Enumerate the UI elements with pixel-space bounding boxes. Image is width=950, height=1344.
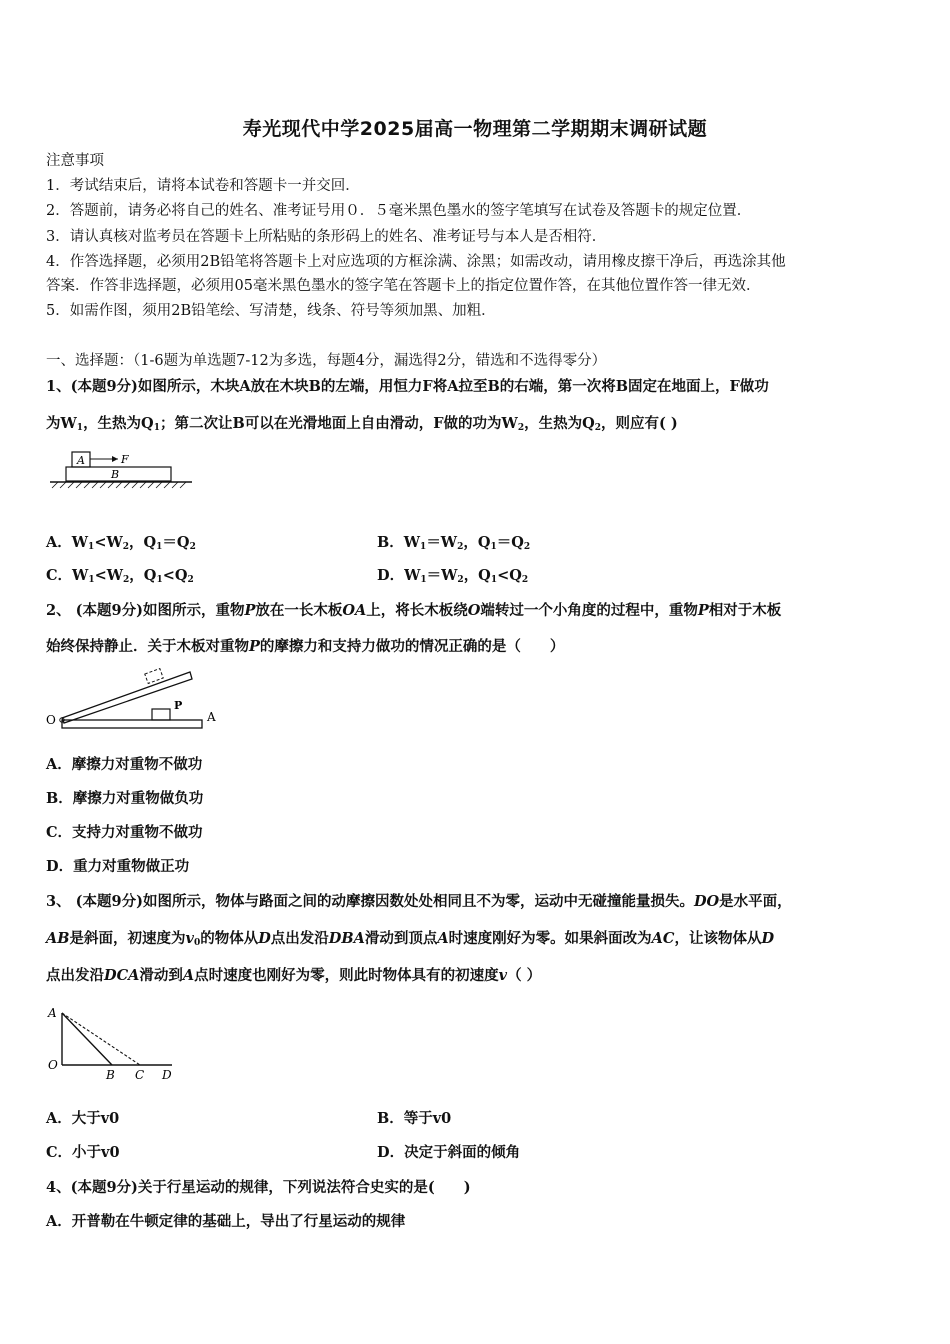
option-text: B．W [377, 534, 421, 551]
q3-label-o: O [48, 1058, 58, 1072]
q1-stem-line2 [46, 414, 678, 438]
q3-var: A [437, 930, 449, 947]
subscript: 2 [187, 575, 194, 585]
subscript: 2 [517, 423, 525, 433]
q1-option-c[interactable] [46, 566, 194, 590]
q3-text: （ ） [507, 967, 542, 984]
q3-text: 是斜面，初速度为 [69, 930, 186, 947]
q3-text: 是水平面， [719, 893, 792, 910]
q1-label-b: B [111, 468, 120, 481]
q2-text: 端转过一个小角度的过程中，重物 [480, 602, 698, 619]
option-text: ＝Q [496, 534, 524, 551]
subscript: 0 [193, 938, 201, 948]
q1-label-a: A [77, 454, 85, 467]
option-text: ，Q [463, 534, 491, 551]
q2-label-a: A [207, 710, 216, 724]
q2-text: 放在一长木板 [255, 602, 343, 619]
q2-var: O [467, 602, 481, 619]
subscript: 1 [490, 575, 498, 585]
q3-text: 点出发沿 [270, 930, 329, 947]
q3-var: DCA [104, 967, 140, 984]
q2-stem-line2 [46, 637, 564, 657]
q3-option-d[interactable]: D．决定于斜面的倾角 [377, 1144, 521, 1161]
q2-text: 相对于木板 [708, 602, 782, 619]
q1-option-b[interactable] [377, 533, 530, 557]
subscript: 1 [420, 575, 427, 585]
q1-text: ，生热为Q [524, 415, 595, 432]
option-text: ＝W [426, 567, 458, 584]
q1-option-a[interactable] [46, 533, 196, 557]
notice-item: 3．请认真核对监考员在答题卡上所粘贴的条形码上的姓名、准考证号与本人是否相符． [46, 229, 607, 245]
q3-label-d: D [162, 1068, 172, 1082]
subscript: 2 [122, 542, 130, 552]
option-text: <Q [497, 567, 522, 584]
q2-label-p: P [174, 699, 183, 712]
q3-option-b[interactable]: B．等于v0 [377, 1110, 452, 1127]
q2-option-a[interactable]: A．摩擦力对重物不做功 [46, 756, 203, 773]
q3-stem-line1 [46, 892, 792, 912]
q2-option-b[interactable]: B．摩擦力对重物做负功 [46, 790, 204, 807]
option-text: D．W [377, 567, 421, 584]
q3-text: ，让该物体从 [674, 930, 762, 947]
q2-text: 2、 (本题9分)如图所示，重物 [46, 602, 245, 619]
q2-label-o: O [46, 713, 56, 727]
q2-var: P [697, 602, 709, 619]
q1-option-d[interactable] [377, 566, 528, 590]
q1-stem-line1: 1、(本题9分)如图所示，木块A放在木块B的左端，用恒力F将A拉至B的右端，第一次将B固定在地面上，F做功 [46, 378, 769, 395]
notice-item: 2．答题前，请务必将自己的姓名、准考证号用０．５毫米黑色墨水的签字笔填写在试卷及答题卡的规定位置． [46, 203, 752, 219]
q2-text: 始终保持静止．关于木板对重物 [46, 638, 249, 655]
q3-var: D [761, 930, 775, 947]
subscript: 1 [88, 575, 95, 585]
q3-var: v [498, 967, 508, 984]
subscript: 1 [490, 542, 497, 552]
q2-stem-line1 [46, 601, 781, 621]
q3-var: DO [693, 893, 720, 910]
q1-figure [46, 448, 196, 490]
notice-item: 1．考试结束后，请将本试卷和答题卡一并交回． [46, 178, 360, 194]
q4-stem: 4、(本题9分)关于行星运动的规律，下列说法符合史实的是( ) [46, 1179, 471, 1196]
q3-text: 点时速度也刚好为零，则此时物体具有的初速度 [194, 967, 499, 984]
section-heading: 一、选择题：（1-6题为单选题7-12为多选，每题4分，漏选得2分，错选和不选得零分） [46, 353, 607, 369]
option-text: ，Q [129, 567, 157, 584]
q1-text: 为W [46, 415, 77, 432]
option-text: ＝Q [162, 534, 190, 551]
notice-heading: 注意事项 [46, 153, 104, 169]
q1-label-f: F [121, 453, 129, 466]
subscript: 1 [156, 542, 163, 552]
q3-text: 3、 (本题9分)如图所示，物体与路面之间的动摩擦因数处处相同且不为零，运动中无碰撞能量损失。 [46, 893, 694, 910]
notice-item: 4．作答选择题，必须用2B铅笔将答题卡上对应选项的方框涂满、涂黑；如需改动，请用橡皮擦干净后，再选涂其他 [46, 254, 786, 270]
option-text: ，Q [129, 534, 157, 551]
q3-var: v [185, 930, 194, 947]
q3-option-c[interactable]: C．小于v0 [46, 1144, 120, 1161]
option-text: A．W [46, 534, 89, 551]
q1-text: ；第二次让B可以在光滑地面上自由滑动，F做的功为W [159, 415, 518, 432]
option-text: <W [94, 534, 123, 551]
q3-label-c: C [135, 1068, 145, 1082]
subscript: 1 [420, 542, 427, 552]
option-text: <W [94, 567, 124, 584]
subscript: 2 [594, 423, 601, 433]
q2-var: P [249, 638, 260, 655]
option-text: C．W [46, 567, 89, 584]
q3-var: D [258, 930, 271, 947]
option-text: ，Q [463, 567, 491, 584]
q1-text: ，生热为Q [83, 415, 154, 432]
option-text: <Q [162, 567, 188, 584]
page-title: 寿光现代中学2025届高一物理第二学期期末调研试题 [242, 118, 708, 140]
q3-stem-line3 [46, 966, 541, 986]
q1-text: ，则应有( ) [600, 415, 678, 432]
q3-text: 时速度刚好为零。如果斜面改为 [448, 930, 652, 947]
subscript: 2 [523, 542, 531, 552]
subscript: 2 [123, 575, 130, 585]
notice-item: 5．如需作图，须用2B铅笔绘、写清楚，线条、符号等须加黑、加粗． [46, 303, 496, 319]
subscript: 2 [457, 575, 464, 585]
subscript: 2 [521, 575, 529, 585]
q3-text: 的物体从 [200, 930, 259, 947]
subscript: 2 [457, 542, 464, 552]
subscript: 1 [76, 423, 84, 433]
q2-text: 的摩擦力和支持力做功的情况正确的是（ ） [259, 638, 565, 655]
q3-var: AC [651, 930, 675, 947]
subscript: 1 [153, 423, 160, 433]
q3-option-a[interactable]: A．大于v0 [46, 1110, 120, 1127]
q3-var: A [182, 967, 195, 984]
subscript: 2 [189, 542, 196, 552]
q3-figure [44, 1003, 184, 1083]
q3-text: 滑动到 [139, 967, 183, 984]
q3-var: AB [46, 930, 70, 947]
option-text: ＝W [426, 534, 458, 551]
q2-option-d[interactable]: D．重力对重物做正功 [46, 858, 190, 875]
q2-var: OA [342, 602, 367, 619]
q2-text: 上，将长木板绕 [366, 602, 468, 619]
subscript: 1 [88, 542, 95, 552]
subscript: 1 [156, 575, 163, 585]
q2-figure [44, 668, 224, 736]
q3-text: 点出发沿 [46, 967, 104, 984]
notice-item: 答案．作答非选择题，必须用05毫米黑色墨水的签字笔在答题卡上的指定位置作答，在其他位置作答一律无效． [46, 278, 761, 294]
q3-label-a: A [48, 1006, 57, 1020]
q4-option-a[interactable]: A．开普勒在牛顿定律的基础上，导出了行星运动的规律 [46, 1213, 406, 1230]
q3-label-b: B [106, 1068, 115, 1082]
q3-text: 滑动到顶点 [364, 930, 438, 947]
q3-stem-line2 [46, 929, 774, 953]
q2-var: P [244, 602, 256, 619]
q2-option-c[interactable]: C．支持力对重物不做功 [46, 824, 203, 841]
q3-var: DBA [328, 930, 365, 947]
